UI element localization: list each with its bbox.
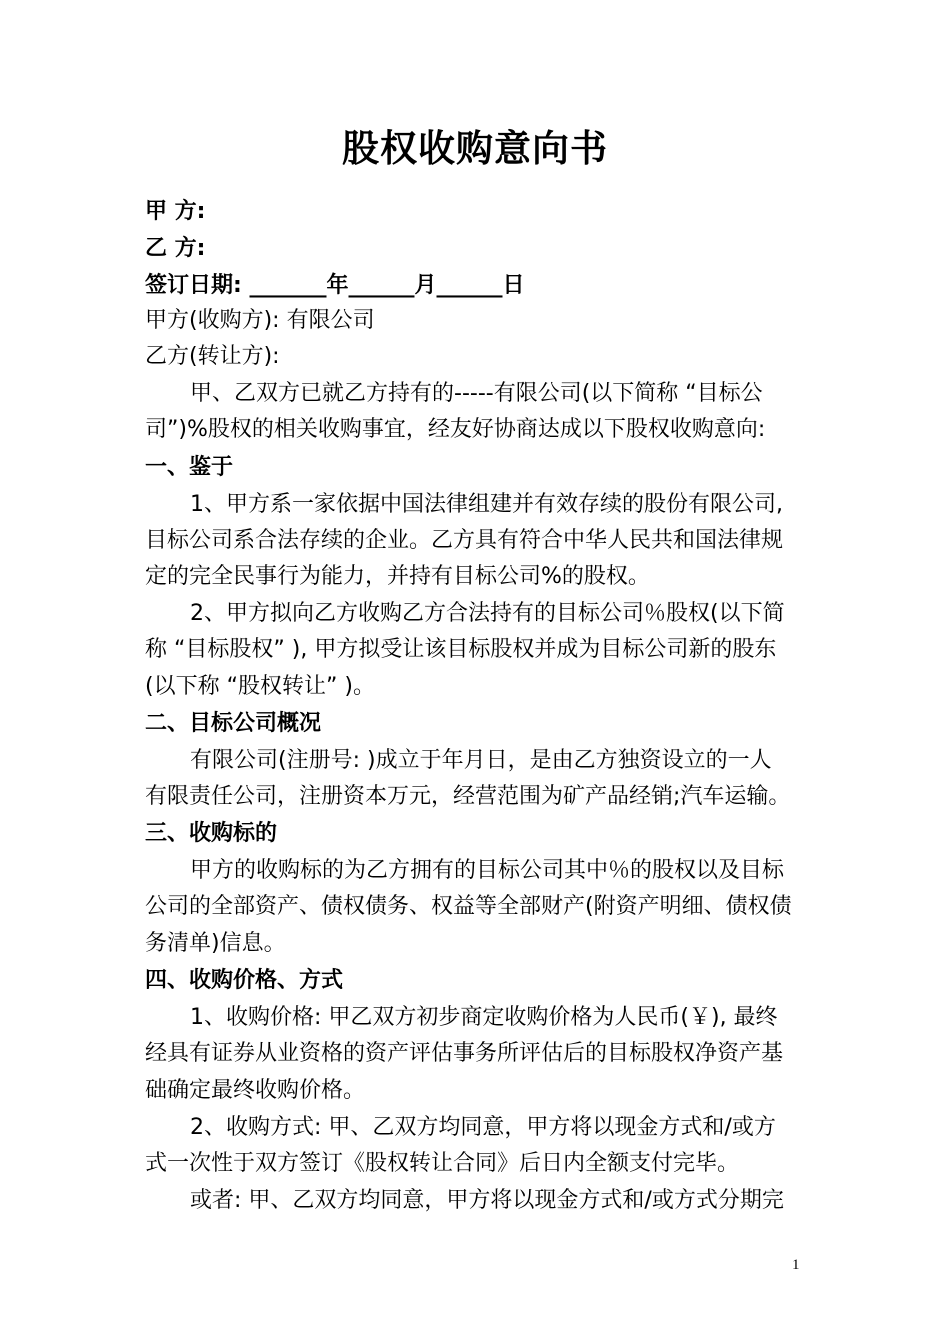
body-line: 1、收购价格: 甲乙双方初步商定收购价格为人民币(￥), 最终 bbox=[190, 1005, 778, 1030]
body-line: 有限责任公司，注册资本万元，经营范围为矿产品经销;汽车运输。 bbox=[145, 784, 791, 809]
party-b-label: 乙 方: bbox=[145, 236, 206, 261]
page-number: 1 bbox=[792, 1257, 800, 1273]
body-line: 或者: 甲、乙双方均同意，甲方将以现金方式和/或方式分期完 bbox=[190, 1188, 784, 1213]
body-line: 目标公司系合法存续的企业。乙方具有符合中华人民共和国法律规 bbox=[145, 528, 784, 553]
sign-date-line: 签订日期: _______年______月______日 bbox=[145, 273, 525, 298]
party-a-label: 甲 方: bbox=[145, 199, 206, 224]
party-b-full: 乙方(转让方): bbox=[145, 344, 280, 369]
body-line: 经具有证券从业资格的资产评估事务所评估后的目标股权净资产基 bbox=[145, 1041, 784, 1066]
body-line: 甲方的收购标的为乙方拥有的目标公司其中％的股权以及目标 bbox=[190, 858, 785, 883]
body-line: 公司的全部资产、债权债务、权益等全部财产(附资产明细、债权债 bbox=[145, 894, 792, 919]
document-title: 股权收购意向书 bbox=[342, 127, 608, 170]
body-line: 务清单)信息。 bbox=[145, 931, 286, 956]
body-line: 2、甲方拟向乙方收购乙方合法持有的目标公司％股权(以下简 bbox=[190, 601, 785, 626]
section-heading-3: 三、收购标的 bbox=[145, 821, 278, 846]
body-line: 2、收购方式: 甲、乙双方均同意，甲方将以现金方式和/或方 bbox=[190, 1115, 776, 1140]
section-heading-4: 四、收购价格、方式 bbox=[145, 968, 344, 993]
body-line: 础确定最终收购价格。 bbox=[145, 1078, 366, 1103]
intro-line-2: 司”)%股权的相关收购事宜，经友好协商达成以下股权收购意向: bbox=[145, 417, 766, 442]
body-line: 称 “目标股权” ), 甲方拟受让该目标股权并成为目标公司新的股东 bbox=[145, 637, 777, 662]
section-heading-1: 一、鉴于 bbox=[145, 455, 234, 480]
body-line: 定的完全民事行为能力，并持有目标公司%的股权。 bbox=[145, 564, 650, 589]
body-line: 1、甲方系一家依据中国法律组建并有效存续的股份有限公司, bbox=[190, 492, 783, 517]
body-line: 式一次性于双方签订《股权转让合同》后日内全额支付完毕。 bbox=[145, 1151, 740, 1176]
section-heading-2: 二、目标公司概况 bbox=[145, 711, 322, 736]
party-a-full: 甲方(收购方): 有限公司 bbox=[145, 308, 375, 333]
body-line: 有限公司(注册号: )成立于年月日，是由乙方独资设立的一人 bbox=[190, 748, 772, 773]
body-line: (以下称 “股权转让” )。 bbox=[145, 674, 375, 699]
intro-line-1: 甲、乙双方已就乙方持有的-----有限公司(以下简称 “目标公 bbox=[190, 381, 763, 406]
